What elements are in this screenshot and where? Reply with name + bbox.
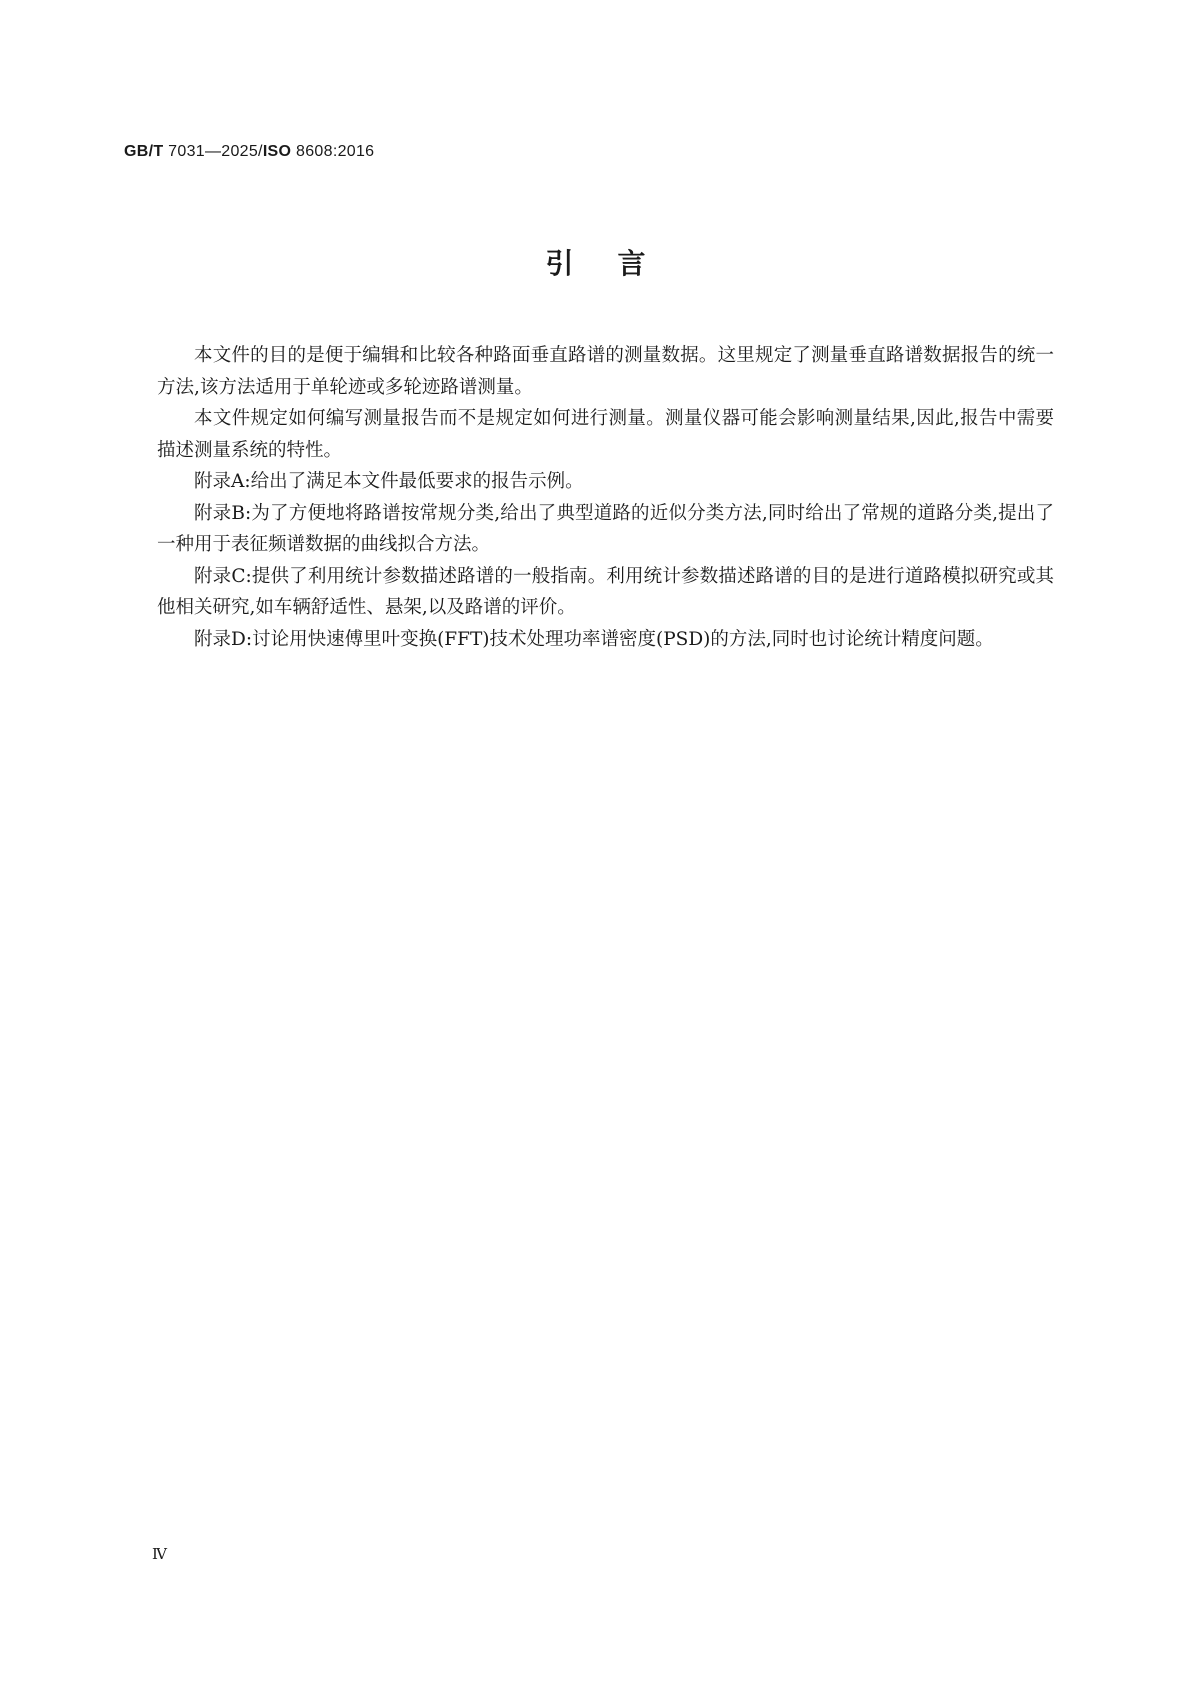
page-number: Ⅳ [152, 1545, 167, 1563]
iso-prefix: ISO [262, 143, 292, 160]
paragraph-annex-d: 附录D:讨论用快速傅里叶变换(FFT)技术处理功率谱密度(PSD)的方法,同时也讨论统计精度问题。 [194, 628, 994, 650]
iso-number: 8608:2016 [296, 143, 375, 160]
paragraph-purpose: 本文件的目的是便于编辑和比较各种路面垂直路谱的测量数据。这里规定了测量垂直路谱数据报告的统一方法,该方法适用于单轮迹或多轮迹路谱测量。 [157, 345, 1054, 398]
paragraph-annex-c: 附录C:提供了利用统计参数描述路谱的一般指南。利用统计参数描述路谱的目的是进行道路模拟研究或其他相关研究,如车辆舒适性、悬架,以及路谱的评价。 [157, 565, 1054, 618]
section-title: 引言 [545, 247, 690, 280]
introduction-body [157, 340, 1054, 655]
paragraph-scope: 本文件规定如何编写测量报告而不是规定如何进行测量。测量仪器可能会影响测量结果,因此,报告中需要描述测量系统的特性。 [157, 408, 1054, 461]
standard-prefix: GB/T [124, 143, 164, 160]
standard-code-header [124, 143, 374, 161]
paragraph-annex-b: 附录B:为了方便地将路谱按常规分类,给出了典型道路的近似分类方法,同时给出了常规的道路分类,提出了一种用于表征频谱数据的曲线拟合方法。 [157, 502, 1054, 555]
standard-number: 7031—2025/ [168, 143, 263, 160]
paragraph-annex-a: 附录A:给出了满足本文件最低要求的报告示例。 [194, 471, 584, 492]
